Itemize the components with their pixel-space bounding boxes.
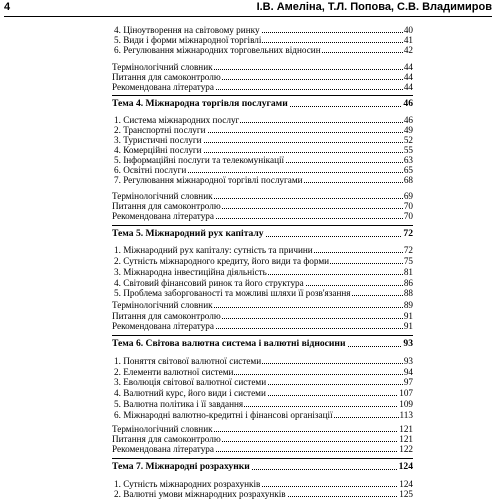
toc-page-number: 93 xyxy=(403,356,413,366)
toc-entry-label: 5. Валютна політика і її завдання xyxy=(114,399,244,409)
toc-entry-label: 5. Види і форми міжнародної торгівлі xyxy=(114,35,262,45)
toc-entry[interactable] xyxy=(114,489,413,499)
toc-entry-selftest[interactable] xyxy=(112,72,413,82)
toc-entry-label: 1. Система міжнародних послуг xyxy=(114,115,240,125)
toc-entry[interactable] xyxy=(114,356,413,366)
toc-entry-label: Тема 4. Міжнародна торгівля послугами xyxy=(112,98,288,109)
toc-entry-terms[interactable] xyxy=(112,191,413,201)
toc-entry-selftest[interactable] xyxy=(112,201,413,211)
toc-page-number: 122 xyxy=(399,444,413,454)
toc-page-number: 81 xyxy=(403,267,413,277)
toc-entry-label: Питання для самоконтролю xyxy=(112,201,221,211)
toc-entry[interactable] xyxy=(114,145,413,155)
toc-page-number: 55 xyxy=(403,145,413,155)
toc-page-number: 49 xyxy=(403,125,413,135)
toc-entry-label: Питання для самоконтролю xyxy=(112,72,221,82)
toc-entry-label: Питання для самоконтролю xyxy=(112,311,221,321)
toc-page-number: 69 xyxy=(403,191,413,201)
toc-entry-label: 7. Регулювання міжнародної торгівлі послугами xyxy=(114,175,303,185)
section-rule xyxy=(112,225,413,226)
toc-page-number: 113 xyxy=(399,410,413,420)
toc-page-number: 70 xyxy=(403,211,413,221)
toc-entry-label: Рекомендована література xyxy=(112,321,214,331)
toc-entry-terms[interactable] xyxy=(112,62,413,72)
toc-entry-label: 6. Регулювання міжнародних торговельних відносин xyxy=(114,45,321,55)
toc-entry-terms[interactable] xyxy=(112,424,413,434)
toc-entry-label: 2. Елементи валютної системи xyxy=(114,367,234,377)
toc-entry-literature[interactable] xyxy=(112,82,413,92)
toc-entry[interactable] xyxy=(114,410,413,420)
toc-page-number: 72 xyxy=(403,228,413,239)
toc-entry-label: Термінологічний словник xyxy=(112,424,213,434)
toc-page-number: 40 xyxy=(403,25,413,35)
toc-entry-label: 1. Міжнародний рух капіталу: сутність та причини xyxy=(114,245,313,255)
toc-entry-label: Термінологічний словник xyxy=(112,191,213,201)
toc-page-number: 124 xyxy=(399,479,413,489)
toc-page-number: 97 xyxy=(403,377,413,387)
toc-entry[interactable] xyxy=(114,288,413,298)
toc-entry-label: 3. Міжнародна інвестиційна діяльність xyxy=(114,267,267,277)
toc-entry-label: 2. Транспортні послуги xyxy=(114,125,206,135)
toc-entry-label: 3. Еволюція світової валютної системи xyxy=(114,377,267,387)
toc-entry[interactable] xyxy=(114,245,413,255)
toc-entry-label: 4. Валютний курс, його види і системи xyxy=(114,388,266,398)
toc-entry[interactable] xyxy=(114,125,413,135)
toc-entry[interactable] xyxy=(114,267,413,277)
toc-entry[interactable] xyxy=(114,479,413,489)
toc-page-number: 72 xyxy=(403,245,413,255)
toc-page-number: 65 xyxy=(403,165,413,175)
toc-entry[interactable] xyxy=(114,377,413,387)
toc-entry[interactable] xyxy=(114,115,413,125)
toc-page-number: 68 xyxy=(403,175,413,185)
toc-topic-7[interactable] xyxy=(112,462,413,472)
toc-page-number: 44 xyxy=(403,62,413,72)
toc-page-number: 94 xyxy=(403,367,413,377)
toc-entry-literature[interactable] xyxy=(112,321,413,331)
toc-page-number: 124 xyxy=(398,461,413,472)
toc-entry-label: Тема 6. Світова валютна система і валютні відносини xyxy=(112,338,346,349)
toc-entry-label: Питання для самоконтролю xyxy=(112,434,221,444)
toc-entry-label: 6. Освітні послуги xyxy=(114,165,187,175)
toc-page-number: 86 xyxy=(403,278,413,288)
toc-page-number: 70 xyxy=(403,201,413,211)
toc-entry-terms[interactable] xyxy=(112,300,413,310)
toc-page-number: 63 xyxy=(403,155,413,165)
toc-page-number: 46 xyxy=(403,98,413,109)
toc-entry-label: Тема 7. Міжнародні розрахунки xyxy=(112,461,250,472)
toc-entry-label: Рекомендована література xyxy=(112,82,214,92)
toc-entry-selftest[interactable] xyxy=(112,434,413,444)
running-head-authors: І.В. Амеліна, Т.Л. Попова, С.В. Владимиров xyxy=(256,1,492,13)
toc-entry-label: 1. Сутність міжнародних розрахунків xyxy=(114,479,261,489)
toc-entry-label: Термінологічний словник xyxy=(112,62,213,72)
section-rule xyxy=(112,458,413,459)
toc-topic-4[interactable] xyxy=(112,99,413,109)
toc-entry[interactable] xyxy=(114,35,413,45)
section-rule xyxy=(112,95,413,96)
toc-entry[interactable] xyxy=(114,256,413,266)
toc-topic-6[interactable] xyxy=(112,339,413,349)
toc-page-number: 75 xyxy=(403,256,413,266)
toc-entry[interactable] xyxy=(114,45,413,55)
toc-entry[interactable] xyxy=(114,388,413,398)
toc-entry-label: 4. Ціноутворення на світовому ринку xyxy=(114,25,260,35)
toc-entry-label: Термінологічний словник xyxy=(112,300,213,310)
toc-entry[interactable] xyxy=(114,155,413,165)
toc-entry[interactable] xyxy=(114,25,413,35)
toc-entry-label: 5. Інформаційні послуги та телекомунікації xyxy=(114,155,285,165)
toc-entry-label: 5. Проблема заборгованості та можливі шляхи її розв'язання xyxy=(114,288,351,298)
toc-entry[interactable] xyxy=(114,399,413,409)
toc-page-number: 52 xyxy=(403,135,413,145)
toc-page-number: 44 xyxy=(403,82,413,92)
toc-entry-label: 3. Туристичні послуги xyxy=(114,135,202,145)
toc-page-number: 93 xyxy=(403,338,413,349)
toc-entry[interactable] xyxy=(114,135,413,145)
toc-page-number: 91 xyxy=(403,311,413,321)
toc-page-number: 41 xyxy=(403,35,413,45)
toc-page-number: 109 xyxy=(399,399,413,409)
toc-page-number: 107 xyxy=(399,388,413,398)
section-rule xyxy=(112,335,413,336)
toc-topic-5[interactable] xyxy=(112,229,413,239)
toc-entry[interactable] xyxy=(114,165,413,175)
toc-page-number: 125 xyxy=(399,489,413,499)
toc-entry-label: Рекомендована література xyxy=(112,444,214,454)
toc-entry-label: 2. Сутність міжнародного кредиту, його види та форми xyxy=(114,256,330,266)
toc-entry[interactable] xyxy=(114,175,413,185)
toc-entry-label: 4. Комерційні послуги xyxy=(114,145,202,155)
toc-entry-selftest[interactable] xyxy=(112,311,413,321)
toc-entry-literature[interactable] xyxy=(112,444,413,454)
toc-page-number: 44 xyxy=(403,72,413,82)
toc-page-number: 46 xyxy=(403,115,413,125)
page-number: 4 xyxy=(4,1,11,13)
toc-entry-label: 2. Валютні умови міжнародних розрахунків xyxy=(114,489,286,499)
toc-entry-label: 6. Міжнародні валютно-кредитні і фінансові організації xyxy=(114,410,333,420)
toc-page-number: 89 xyxy=(403,300,413,310)
toc-entry[interactable] xyxy=(114,367,413,377)
toc-page-number: 121 xyxy=(399,424,413,434)
toc-entry-label: 1. Поняття світової валютної системи xyxy=(114,356,262,366)
toc-entry-label: 4. Світовий фінансовий ринок та його структура xyxy=(114,278,304,288)
toc-entry-label: Тема 5. Міжнародний рух капіталу xyxy=(112,228,264,239)
toc-entry-label: Рекомендована література xyxy=(112,211,214,221)
toc-page-number: 42 xyxy=(403,45,413,55)
toc-page-number: 91 xyxy=(403,321,413,331)
toc-entry[interactable] xyxy=(114,278,413,288)
toc-page-number: 121 xyxy=(399,434,413,444)
toc-page-number: 88 xyxy=(403,288,413,298)
toc-entry-literature[interactable] xyxy=(112,211,413,221)
